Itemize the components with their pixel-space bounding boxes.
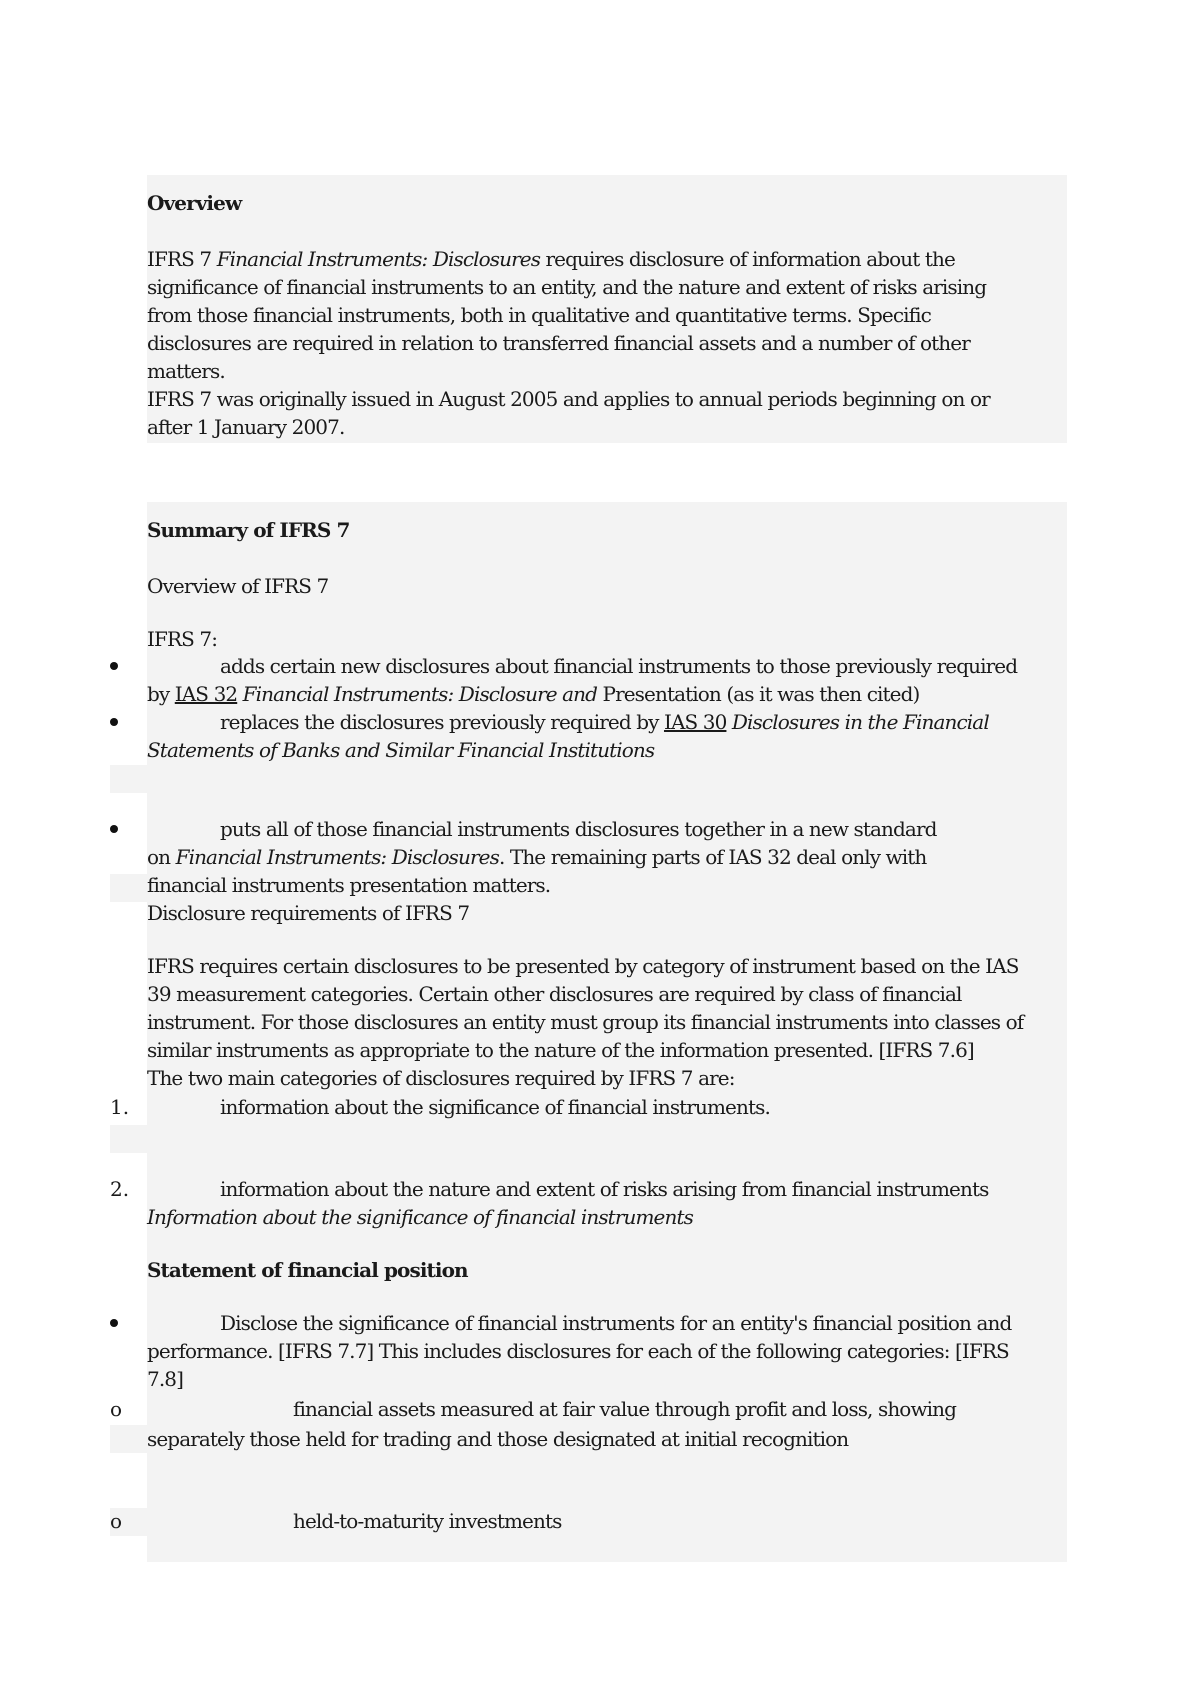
requirements-heading: Disclosure requirements of IFRS 7	[147, 901, 470, 925]
bullet-icon	[110, 718, 118, 726]
gap-shade-4	[110, 1425, 147, 1453]
bullet-text: replaces the disclosures previously required by	[220, 710, 664, 734]
bullet-text: by	[147, 682, 175, 706]
bullet-line: financial instruments presentation matters.	[147, 873, 551, 897]
gap-shade-3	[110, 1125, 147, 1153]
bullet-line: performance. [IFRS 7.7] This includes disclosures for each of the following categories: [IFRS	[147, 1339, 1009, 1363]
summary-subheading: Overview of IFRS 7	[147, 574, 329, 598]
overview-paragraph-line: after 1 January 2007.	[147, 415, 345, 439]
list-number: 2.	[110, 1177, 130, 1201]
requirements-line: similar instruments as appropriate to the nature of the information presented. [IFRS 7.6]	[147, 1038, 974, 1062]
overview-text: IFRS 7	[147, 247, 217, 271]
list-number: 1.	[110, 1095, 130, 1119]
bullet-line: Statements of Banks and Similar Financial Institutions	[147, 738, 655, 762]
bullet-text: . The remaining parts of IAS 32 deal only with	[498, 845, 927, 869]
standard-title: Financial Instruments: Disclosures	[216, 247, 541, 271]
sub-bullet-marker: o	[110, 1509, 123, 1533]
bullet-icon	[110, 1319, 118, 1327]
requirements-line: instrument. For those disclosures an entity must group its financial instruments into classes of	[147, 1010, 1024, 1034]
overview-text: requires disclosure of information about the	[540, 247, 955, 271]
bullet-text: puts all of those financial instruments disclosures together in a new standard	[220, 817, 937, 841]
bullet-line	[147, 652, 1067, 680]
overview-paragraph-line	[147, 245, 1067, 273]
summary-intro: IFRS 7:	[147, 627, 218, 651]
significance-heading: Information about the significance of financial instruments	[147, 1205, 693, 1229]
sub-bullet-text: held-to-maturity investments	[293, 1509, 562, 1533]
overview-paragraph-line: significance of financial instruments to an entity, and the nature and extent of risks arising	[147, 275, 987, 299]
bullet-line	[147, 680, 1067, 708]
summary-heading: Summary of IFRS 7	[147, 518, 350, 542]
gap-shade-2	[110, 874, 147, 902]
requirements-line: The two main categories of disclosures required by IFRS 7 are:	[147, 1066, 735, 1090]
standard-title: Financial Instruments: Disclosures	[175, 845, 499, 869]
list-item-text: information about the significance of financial instruments.	[220, 1095, 770, 1119]
bullet-text: Disclose the significance of financial instruments for an entity's financial position and	[220, 1311, 1012, 1335]
requirements-line: 39 measurement categories. Certain other disclosures are required by class of financial	[147, 982, 962, 1006]
bullet-text: adds certain new disclosures about financial instruments to those previously required	[220, 654, 1018, 678]
sub-bullet-line	[147, 1507, 1067, 1535]
list-item-text: information about the nature and extent of risks arising from financial instruments	[220, 1177, 989, 1201]
bullet-icon	[110, 825, 118, 833]
standard-title: Financial Instruments: Disclosure and	[237, 682, 598, 706]
overview-paragraph-line: from those financial instruments, both in qualitative and quantitative terms. Specific	[147, 303, 931, 327]
sub-bullet-line: separately those held for trading and those designated at initial recognition	[147, 1427, 849, 1451]
overview-paragraph-line: IFRS 7 was originally issued in August 2005 and applies to annual periods beginning on or	[147, 387, 990, 411]
overview-paragraph-line: disclosures are required in relation to transferred financial assets and a number of other	[147, 331, 970, 355]
sub-bullet-marker: o	[110, 1397, 123, 1421]
overview-heading: Overview	[147, 191, 242, 215]
bullet-line	[147, 1309, 1067, 1337]
bullet-line	[147, 708, 1067, 736]
ias30-link[interactable]: IAS 30	[663, 710, 727, 734]
list-item	[147, 1175, 1067, 1203]
sub-bullet-line	[147, 1395, 1067, 1423]
standard-title: Disclosures in the Financial	[726, 710, 989, 734]
bullet-text: on	[147, 845, 176, 869]
requirements-line: IFRS requires certain disclosures to be presented by category of instrument based on the IAS	[147, 954, 1019, 978]
bullet-line	[147, 815, 1067, 843]
bullet-line: 7.8]	[147, 1367, 184, 1391]
ias32-link[interactable]: IAS 32	[174, 682, 238, 706]
overview-paragraph-line: matters.	[147, 359, 225, 383]
sub-bullet-text: financial assets measured at fair value through profit and loss, showing	[293, 1397, 957, 1421]
gap-shade-1	[110, 765, 147, 793]
bullet-icon	[110, 662, 118, 670]
list-item	[147, 1093, 1067, 1121]
bullet-text: Presentation (as it was then cited)	[597, 682, 920, 706]
bullet-line	[147, 843, 1067, 871]
financial-position-heading: Statement of financial position	[147, 1258, 468, 1282]
